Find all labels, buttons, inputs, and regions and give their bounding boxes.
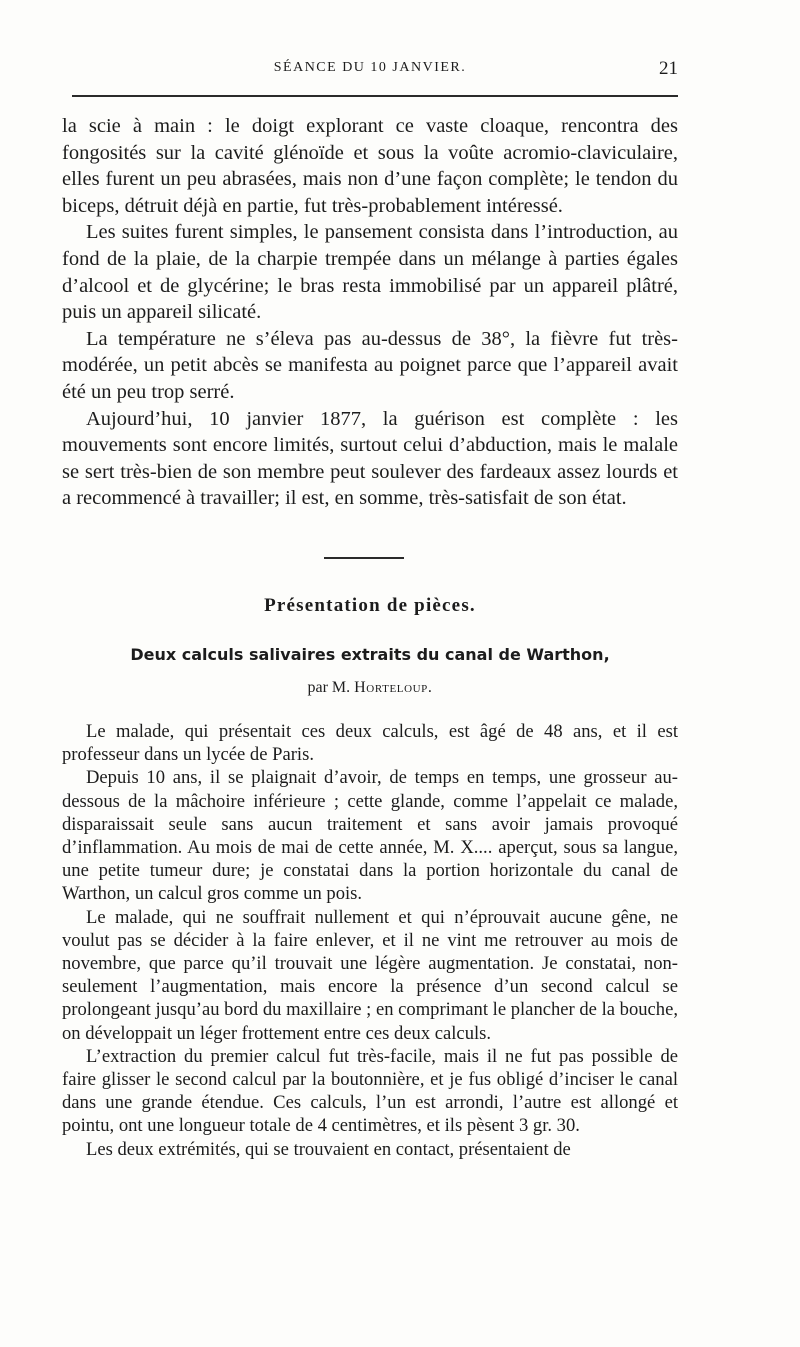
article-subtitle: Deux calculs salivaires extraits du canal de Warthon,: [130, 645, 610, 664]
paragraph: L’extraction du premier calcul fut très-facile, mais il ne fut pas possible de faire glisser le second calcul par la boutonnière, et je fus obligé d’inciser le canal dans une grande étendue. Ces calculs, l’un est arrondi, l’autre est allongé et pointu, ont une longueur totale de 4 centimètres, et ils pèsent 3 gr. 30.: [62, 1045, 678, 1137]
byline-prefix: par M.: [307, 679, 351, 696]
section-title: Présentation de pièces.: [264, 595, 476, 616]
author-name: Horteloup.: [354, 679, 433, 696]
paragraph: Le malade, qui ne souffrait nullement et qui n’éprouvait aucune gêne, ne voulut pas se décider à la faire enlever, et il ne vint me retrouver au mois de novembre, que parce qu’il trouvait une légère augmentation. Je constatai, non-seulement l’augmentation, mais encore la présence d’un second calcul se prolongeant jusqu’au bord du maxillaire ; en comprimant le plancher de la bouche, on développait un léger frottement entre ces deux calculs.: [62, 906, 678, 1044]
byline: [62, 679, 678, 697]
header-rule: [72, 95, 678, 97]
paragraph: Depuis 10 ans, il se plaignait d’avoir, de temps en temps, une grosseur au-dessous de la mâchoire inférieure ; cette glande, comme l’appelait ce malade, disparaissait seule sans aucun traitement et sans avoir jamais provoqué d’inflammation. Au mois de mai de cette année, M. X.... aperçut, sous sa langue, une petite tumeur dure; je constatai dans la portion horizontale du canal de Warthon, un calcul gros comme un pois.: [62, 767, 678, 905]
paragraph: Les suites furent simples, le pansement consista dans l’introduction, au fond de la plaie, de la charpie trempée dans un mélange à parties égales d’alcool et de glycérine; le bras resta immobilisé par un appareil plâtré, puis un appareil silicaté.: [62, 221, 678, 324]
continued-text-block: [62, 113, 678, 512]
paragraph: La température ne s’éleva pas au-dessus de 38°, la fièvre fut très-modérée, un petit abcès se manifesta au poignet parce que l’appareil avait été un peu trop serré.: [62, 327, 678, 403]
paragraph: la scie à main : le doigt explorant ce vaste cloaque, rencontra des fongosités sur la cavité glénoïde et sous la voûte acromio-claviculaire, elles furent un peu abrasées, mais non d’une façon complète; le tendon du biceps, détruit déjà en partie, fut très-probablement intéressé.: [62, 115, 678, 217]
paragraph: Le malade, qui présentait ces deux calculs, est âgé de 48 ans, et il est professeur dans un lycée de Paris.: [62, 721, 678, 766]
paragraph: Les deux extrémités, qui se trouvaient en contact, présentaient de: [86, 1138, 571, 1160]
paragraph: Aujourd’hui, 10 janvier 1877, la guérison est complète : les mouvements sont encore limités, surtout celui d’abduction, mais le malale se sert très-bien de son membre peut soulever des fardeaux assez lourds et a recommencé à travailler; il est, en somme, très-satisfait de son état.: [62, 407, 678, 510]
section-separator: [324, 557, 404, 559]
page-number: 21: [659, 58, 678, 79]
running-title: SÉANCE DU 10 JANVIER.: [273, 60, 467, 75]
running-head: [62, 60, 678, 84]
article-text-block: [62, 720, 678, 1161]
